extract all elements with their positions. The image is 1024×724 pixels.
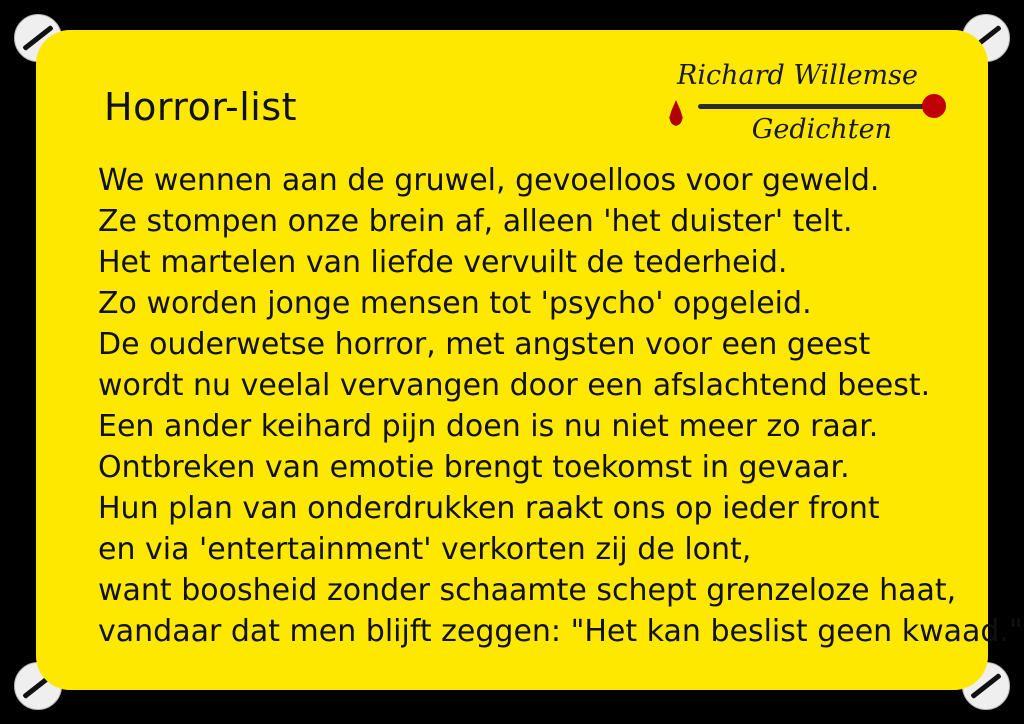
- poem-line: Het martelen van liefde vervuilt de tederheid.: [98, 245, 788, 280]
- poem-line: Een ander keihard pijn doen is nu niet meer zo raar.: [98, 409, 879, 444]
- page-title: Horror-list: [104, 85, 298, 129]
- poem-card: [36, 30, 1023, 690]
- poem-line: vandaar dat men blijft zeggen: "Het kan beslist geen kwaad.": [98, 614, 1023, 649]
- poem-line: We wennen aan de gruwel, gevoelloos voor geweld.: [98, 163, 880, 198]
- logo-subtitle: Gedichten: [751, 114, 892, 145]
- logo-rule-divider: [698, 104, 930, 109]
- brand-logo: [660, 56, 950, 166]
- logo-author-name: Richard Willemse: [677, 60, 918, 91]
- poem-line: want boosheid zonder schaamte schept grenzeloze haat,: [98, 573, 957, 608]
- poem-line: wordt nu veelal vervangen door een afslachtend beest.: [98, 368, 931, 403]
- poem-line: Ontbreken van emotie brengt toekomst in gevaar.: [98, 450, 850, 485]
- poem-line: en via 'entertainment' verkorten zij de lont,: [98, 532, 752, 567]
- poem-line: Hun plan van onderdrukken raakt ons op ieder front: [98, 491, 880, 526]
- blood-drop-icon: [668, 100, 684, 126]
- poem-line: Ze stompen onze brein af, alleen 'het duister' telt.: [98, 204, 853, 239]
- poem-line: Zo worden jonge mensen tot 'psycho' opgeleid.: [98, 286, 812, 321]
- logo-dot-icon: [922, 94, 946, 118]
- poem-text: [64, 160, 1023, 652]
- poem-line: De ouderwetse horror, met angsten voor een geest: [98, 327, 871, 362]
